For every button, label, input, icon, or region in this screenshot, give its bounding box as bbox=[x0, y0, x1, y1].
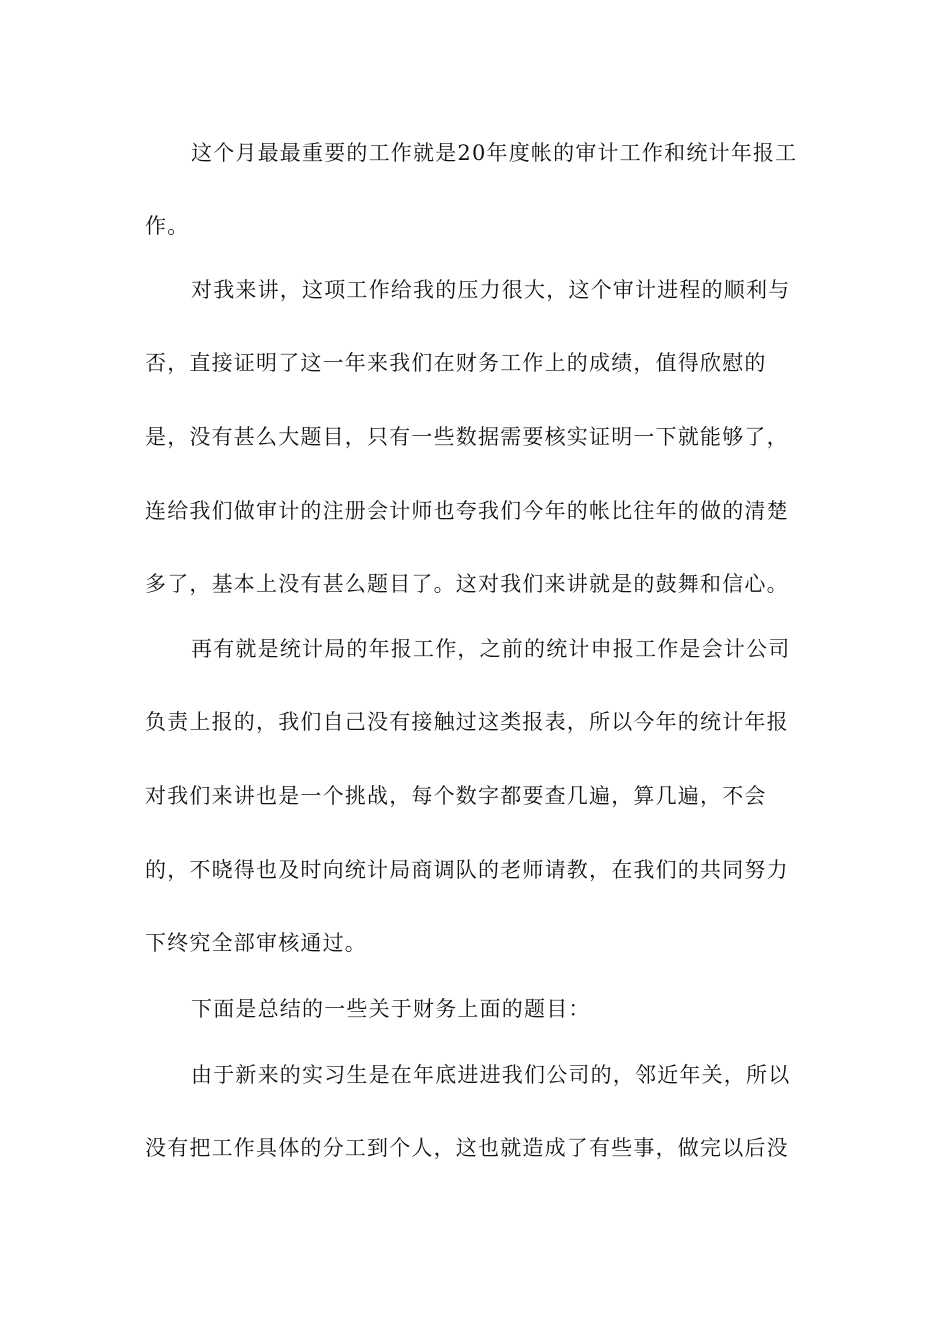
paragraph-2-line-3: 是，没有甚么大题目，只有一些数据需要核实证明一下就能够了， bbox=[145, 425, 789, 449]
paragraph-3-line-5: 下终究全部审核通过。 bbox=[145, 931, 367, 955]
paragraph-3-line-3: 对我们来讲也是一个挑战，每个数字都要查几遍，算几遍，不会 bbox=[145, 784, 767, 808]
paragraph-4-line-1: 下面是总结的一些关于财务上面的题目： bbox=[191, 997, 591, 1021]
paragraph-2-line-2: 否，直接证明了这一年来我们在财务工作上的成绩，值得欣慰的 bbox=[145, 351, 767, 375]
paragraph-1-line-2: 作。 bbox=[145, 214, 190, 238]
paragraph-5-line-2: 没有把工作具体的分工到个人，这也就造成了有些事，做完以后没 bbox=[145, 1136, 789, 1160]
paragraph-2-line-1: 对我来讲，这项工作给我的压力很大，这个审计进程的顺利与 bbox=[191, 278, 791, 302]
paragraph-3-line-1: 再有就是统计局的年报工作，之前的统计申报工作是会计公司 bbox=[191, 637, 791, 661]
paragraph-3-line-4: 的，不晓得也及时向统计局商调队的老师请教，在我们的共同努力 bbox=[145, 858, 789, 882]
paragraph-2-line-5: 多了，基本上没有甚么题目了。这对我们来讲就是的鼓舞和信心。 bbox=[145, 572, 789, 596]
paragraph-5-line-1: 由于新来的实习生是在年底进进我们公司的，邻近年关，所以 bbox=[191, 1063, 791, 1087]
paragraph-3-line-2: 负责上报的，我们自己没有接触过这类报表，所以今年的统计年报 bbox=[145, 710, 789, 734]
paragraph-1-line-1: 这个月最最重要的工作就是20年度帐的审计工作和统计年报工 bbox=[191, 141, 798, 165]
paragraph-2-line-4: 连给我们做审计的注册会计师也夸我们今年的帐比往年的做的清楚 bbox=[145, 499, 789, 523]
